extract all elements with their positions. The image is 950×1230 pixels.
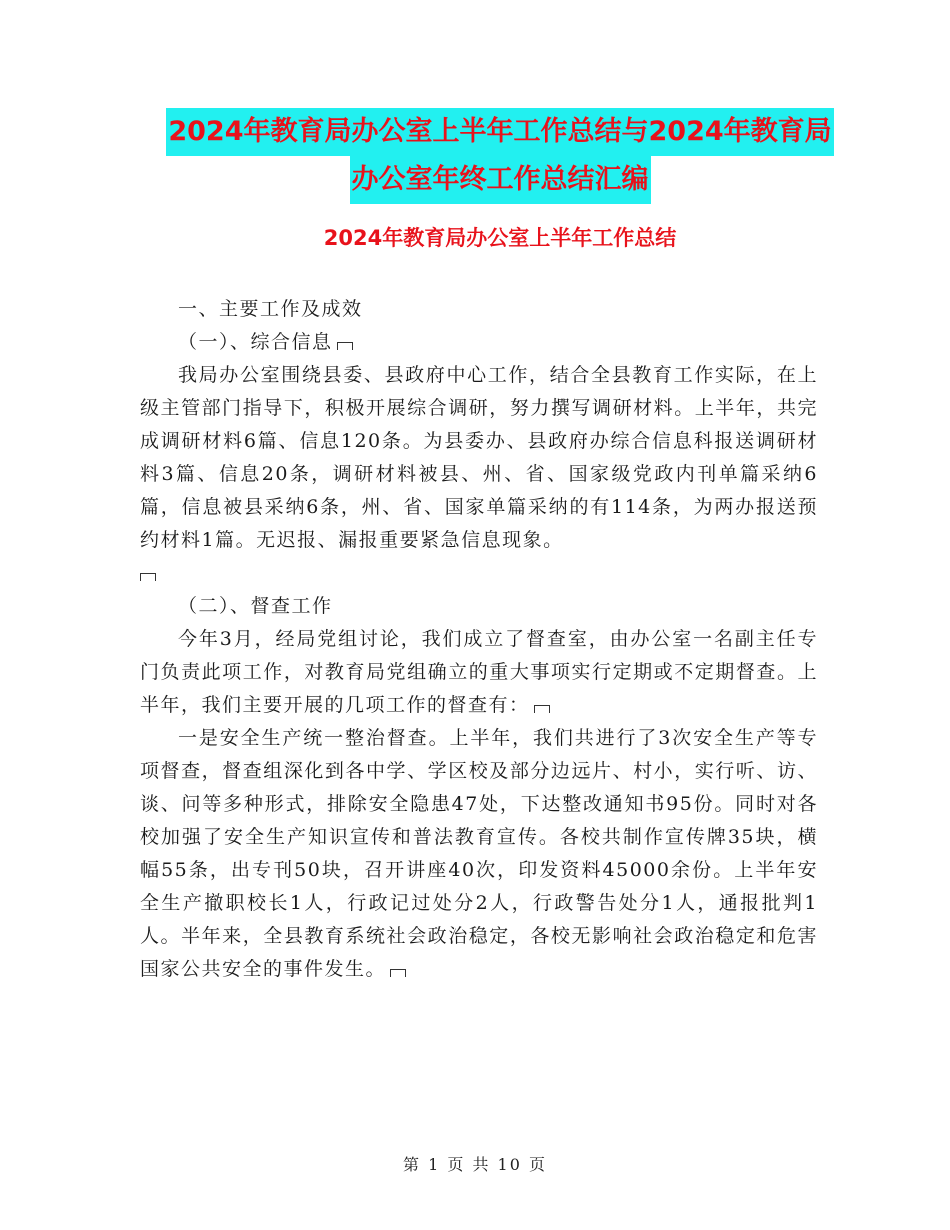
main-title-line-1: 2024年教育局办公室上半年工作总结与2024年教育局 (166, 108, 833, 156)
subsection-heading-info (140, 326, 818, 359)
subsection-heading-info-text: （一）、综合信息 (178, 331, 333, 353)
main-title-line-2: 办公室年终工作总结汇编 (350, 156, 651, 204)
main-title (140, 108, 860, 204)
paragraph-supervision-text: 今年3月，经局党组讨论，我们成立了督查室，由办公室一名副主任专门负责此项工作，对教育局党组确立的重大事项实行定期或不定期督查。上半年，我们主要开展的几项工作的督查有： (140, 628, 818, 716)
section-heading-main-work: 一、主要工作及成效 (178, 298, 363, 320)
document-body (140, 293, 818, 986)
paragraph-supervision (140, 623, 818, 722)
paragraph-mark-line (140, 557, 818, 590)
paragraph-safety-text: 一是安全生产统一整治督查。上半年，我们共进行了3次安全生产等专项督查，督查组深化到各中学、学区校及部分边远片、村小，实行听、访、谈、问等多种形式，排除安全隐患47处，下达整改通知书95份。同时对各校加强了安全生产知识宣传和普法教育宣传。各校共制作宣传牌35块，横幅55条，出专刊50块，召开讲座40次，印发资料45000余份。上半年安全生产撤职校长1人，行政记过处分2人，行政警告处分1人，通报批判1人。半年来，全县教育系统社会政治稳定，各校无影响社会政治稳定和危害国家公共安全的事件发生。 (140, 727, 818, 980)
subsection-heading-supervision: （二）、督查工作 (178, 595, 333, 617)
page-number-footer: 第 1 页 共 10 页 (403, 1155, 547, 1174)
paragraph-mark-icon (337, 342, 353, 350)
paragraph-mark-icon (140, 573, 156, 581)
section-title: 2024年教育局办公室上半年工作总结 (323, 226, 677, 250)
paragraph-info: 我局办公室围绕县委、县政府中心工作，结合全县教育工作实际，在上级主管部门指导下，积极开展综合调研，努力撰写调研材料。上半年，共完成调研材料6篇、信息120条。为县委办、县政府办综合信息科报送调研材料3篇、信息20条，调研材料被县、州、省、国家级党政内刊单篇采纳6篇，信息被县采纳6条，州、省、国家单篇采纳的有114条，为两办报送预约材料1篇。无迟报、漏报重要紧急信息现象。 (140, 364, 818, 551)
paragraph-safety (140, 722, 818, 986)
paragraph-mark-icon (390, 969, 406, 977)
paragraph-mark-icon (534, 705, 550, 713)
